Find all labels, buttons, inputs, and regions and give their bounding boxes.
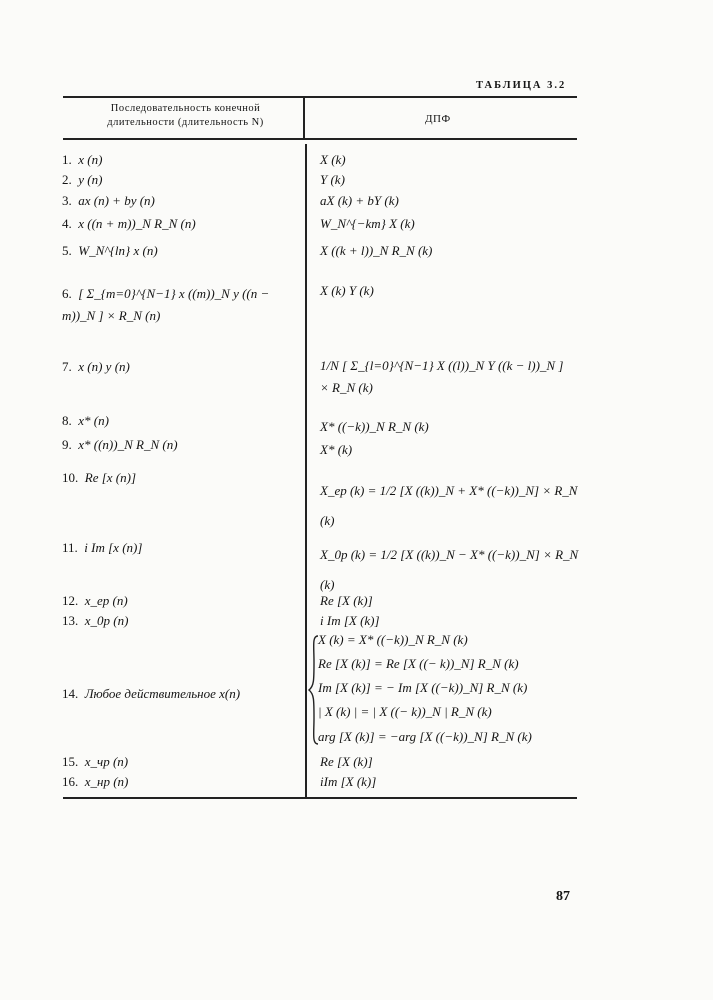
- row-9-left: 9. x* ((n))_N R_N (n): [62, 437, 178, 452]
- row-1-right: X (k): [320, 152, 346, 167]
- row-7-left: 7. x (n) y (n): [62, 359, 130, 374]
- row-16-left: 16. x_нр (n): [62, 774, 129, 789]
- row-14-right-3: Im [X (k)] = − Im [X ((−k))_N] R_N (k): [318, 680, 528, 695]
- row-7-right: 1/N [ Σ_{l=0}^{N−1} X ((l))_N Y ((k − l))_N ] × R_N (k): [320, 358, 564, 395]
- row-8-right: X* ((−k))_N R_N (k): [320, 419, 429, 434]
- row-6-left: 6. [ Σ_{m=0}^{N−1} x ((m))_N y ((n − m))_N ] × R_N (n): [62, 286, 270, 323]
- row-4-left: 4. x ((n + m))_N R_N (n): [62, 216, 196, 231]
- row-13-left: 13. x_0p (n): [62, 613, 129, 628]
- row-16-right: iIm [X (k)]: [320, 774, 377, 789]
- row-14-right-1: X (k) = X* ((−k))_N R_N (k): [318, 632, 468, 647]
- row-5-right: X ((k + l))_N R_N (k): [320, 243, 433, 258]
- row-14-left: 14. Любое действительное x(n): [62, 686, 241, 701]
- row-1-left: 1. x (n): [62, 152, 103, 167]
- row-12-left: 12. x_ep (n): [62, 593, 128, 608]
- table-header-rule: [63, 138, 577, 140]
- row-15-left: 15. x_чр (n): [62, 754, 129, 769]
- table-caption: ТАБЛИЦА 3.2: [476, 80, 567, 91]
- table-top-rule: [63, 96, 577, 98]
- row-14-right-2: Re [X (k)] = Re [X ((− k))_N] R_N (k): [318, 656, 519, 671]
- column-header-dft: ДПФ: [425, 113, 451, 125]
- column-divider: [305, 144, 307, 797]
- page-number: 87: [556, 889, 570, 904]
- row-4-right: W_N^{−km} X (k): [320, 216, 415, 231]
- row-12-right: Re [X (k)]: [320, 593, 373, 608]
- row-3-left: 3. ax (n) + by (n): [62, 193, 155, 208]
- row-15-right: Re [X (k)]: [320, 754, 373, 769]
- row-10-right: X_ep (k) = 1/2 [X ((k))_N + X* ((−k))_N] × R_N (k): [320, 483, 578, 528]
- row-14-right-5: arg [X (k)] = −arg [X ((−k))_N] R_N (k): [318, 729, 532, 744]
- row-8-left: 8. x* (n): [62, 413, 109, 428]
- row-5-left: 5. W_N^{ln} x (n): [62, 243, 158, 258]
- row-13-right: i Im [X (k)]: [320, 613, 380, 628]
- row-3-right: aX (k) + bY (k): [320, 193, 399, 208]
- row-10-left: 10. Re [x (n)]: [62, 470, 137, 485]
- row-14-right-4: | X (k) | = | X ((− k))_N | R_N (k): [318, 704, 492, 719]
- row-9-right: X* (k): [320, 442, 353, 457]
- row-2-right: Y (k): [320, 172, 345, 187]
- column-header-sequence: Последовательность конечной длительности (длительность N): [107, 103, 264, 128]
- row-2-left: 2. y (n): [62, 172, 103, 187]
- header-column-divider: [303, 96, 305, 139]
- row-11-left: 11. i Im [x (n)]: [62, 540, 143, 555]
- row-11-right: X_0p (k) = 1/2 [X ((k))_N − X* ((−k))_N] × R_N (k): [320, 547, 579, 592]
- table-bottom-rule: [63, 797, 577, 799]
- row-6-right: X (k) Y (k): [320, 283, 374, 298]
